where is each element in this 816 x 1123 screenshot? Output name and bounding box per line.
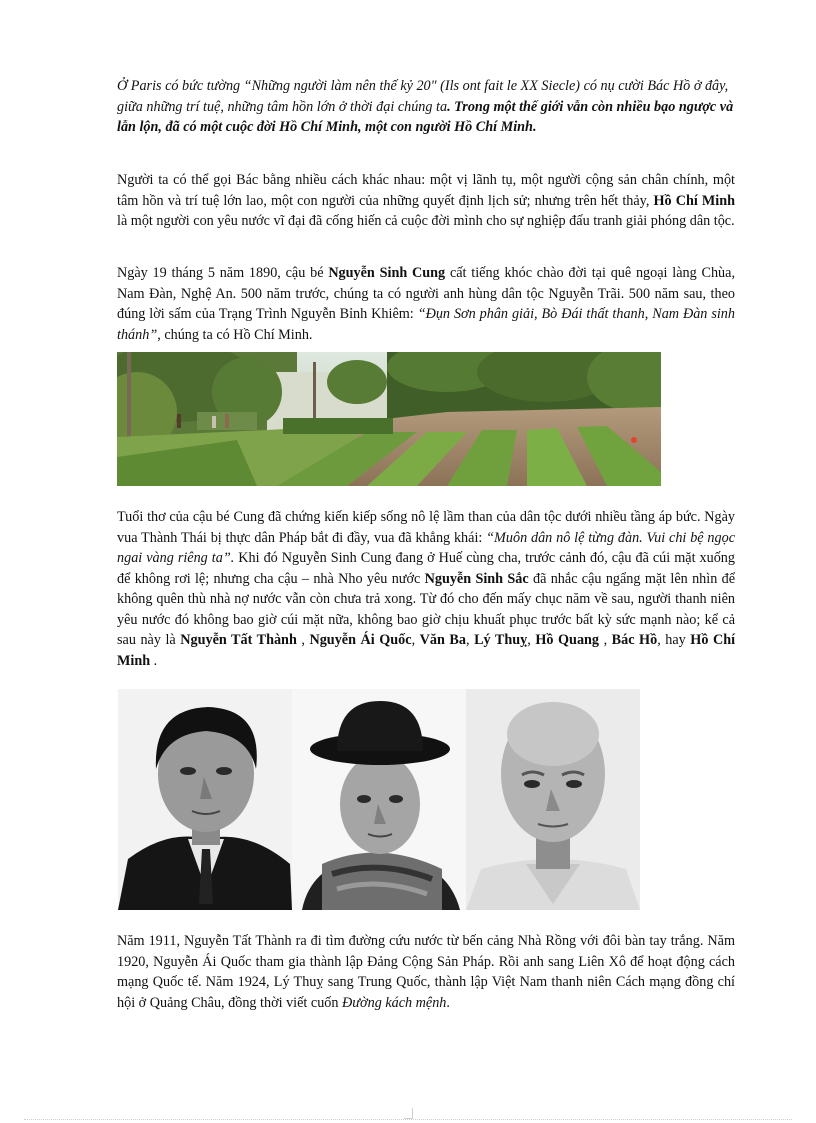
name-sep-1: , (296, 632, 310, 648)
name-van-ba: Văn Ba (419, 632, 466, 648)
paragraph-childhood (117, 507, 735, 671)
childhood-text-1: Tuổi thơ của cậu bé Cung đã chứng kiến kiếp sống nô lệ lầm than của dân tộc dưới nhiều tầng áp bức. Ngày vua Thành Thái bị thực dân Pháp bắt đi đầy, vua đã khẳng khái: (117, 509, 735, 546)
portrait-1 (118, 689, 292, 910)
page-bottom-border (24, 1119, 792, 1120)
birth-text-2: cất tiếng khóc chào đời tại quê ngoại làng Chùa, Nam Đàn, Nghệ An. 500 năm trước, chúng ta có người anh hùng dân tộc Nguyễn Trãi. 500 năm sau, theo đúng lời sấm của Trạng Trình Nguyễn Bỉnh Khiêm: (117, 265, 735, 322)
name-sep-6: , hay (657, 632, 691, 648)
name-sep-4: , (527, 632, 536, 648)
paris-wall-text-bold: . Trong một thế giới vẫn còn nhiều bạo ngược và lẫn lộn, đã có một cuộc đời Hồ Chí Minh, một con người Hồ Chí Minh. (117, 98, 734, 135)
childhood-text-4: . (150, 652, 158, 669)
name-sep-5: , (599, 632, 612, 648)
journey-text-1: Năm 1911, Nguyễn Tất Thành ra đi tìm đường cứu nước từ bến cảng Nhà Rồng với đôi bàn tay trắng. Năm 1920, Nguyễn Ái Quốc tham gia thành lập Đảng Cộng Sản Pháp. Rồi anh sang Liên Xô để hoạt động cách mạng Quốc tế. Năm 1924, Lý Thuỵ sang Trung Quốc, thành lập Việt Nam thanh niên Cách mạng đồng chí hội ở Quảng Châu, đồng thời viết cuốn (117, 933, 735, 1011)
name-nguyen-ai-quoc: Nguyễn Ái Quốc (309, 632, 412, 648)
childhood-text-2: Khi đó Nguyễn Sinh Cung đang ở Huế cùng cha, trước cảnh đó, cậu đã cúi mặt xuống để không rơi lệ; nhưng cha cậu – nhà Nho yêu nước (117, 550, 735, 587)
name-bac-ho: Bác Hồ (611, 632, 658, 648)
paragraph-journey (117, 931, 735, 1013)
many-names-text-1: Người ta có thể gọi Bác bằng nhiều cách khác nhau: một vị lãnh tụ, một người cộng sản chân chính, một tâm hồn và trí tuệ lớn lao, một con người của những quyết định lịch sử; nhưng trên hết thảy, (117, 172, 735, 209)
birth-text-3: , chúng ta có Hồ Chí Minh. (157, 326, 313, 343)
nguyen-sinh-sac-bold: Nguyễn Sinh Sắc (424, 570, 529, 587)
ho-chi-minh-bold: Hồ Chí Minh (653, 192, 735, 209)
name-nguyen-tat-thanh: Nguyễn Tất Thành (180, 632, 297, 648)
name-sep-3: , (465, 632, 475, 648)
name-ly-thuy: Lý Thuỵ (474, 632, 528, 648)
king-quote: “Muôn dân nô lệ từng đàn. Vui chi bệ ngọc ngai vàng riêng ta”. (117, 529, 735, 566)
name-ho-quang: Hồ Quang (535, 632, 600, 648)
paragraph-paris-wall (117, 76, 735, 138)
journey-text-2: . (446, 994, 450, 1011)
portrait-2 (292, 689, 466, 910)
paragraph-many-names (117, 170, 735, 232)
book-title: Đường kách mệnh (342, 994, 447, 1011)
birth-text-1: Ngày 19 tháng 5 năm 1890, cậu bé (117, 265, 329, 281)
name-sep-2: , (411, 632, 420, 648)
childhood-text-3: đã nhắc cậu ngẩng mặt lên nhìn để không quên thù nhà nợ nước vẫn còn chưa trả xong. Từ đó cho đến mấy chục năm về sau, người thanh niên yêu nước đó không bao giờ cúi mặt nữa, không bao giờ chịu khuất phục trước bất kỳ sức mạnh nào; kể cả sau này là (117, 570, 736, 648)
many-names-text-2: là một người con yêu nước vĩ đại đã cống hiến cả cuộc đời mình cho sự nghiệp đấu tranh giải phóng dân tộc. (117, 213, 735, 229)
page-corner-mark (404, 1108, 413, 1119)
name-ho-chi-minh: Hồ Chí Minh (117, 632, 736, 669)
nguyen-sinh-cung-bold: Nguyễn Sinh Cung (328, 265, 446, 281)
portrait-3 (466, 689, 640, 910)
garden-photo (117, 352, 661, 486)
paris-wall-text: Ở Paris có bức tường “Những người làm nên thế kỷ 20" (Ils ont fait le XX Siecle) có nụ cười Bác Hồ ở đây, giữa những trí tuệ, những tâm hồn lớn ở thời đại chúng ta (117, 78, 729, 115)
paragraph-birth (117, 263, 735, 345)
prophecy-quote: “Đụn Sơn phân giải, Bò Đái thất thanh, Nam Đàn sinh thánh” (117, 306, 735, 343)
portraits-photo (118, 689, 640, 910)
